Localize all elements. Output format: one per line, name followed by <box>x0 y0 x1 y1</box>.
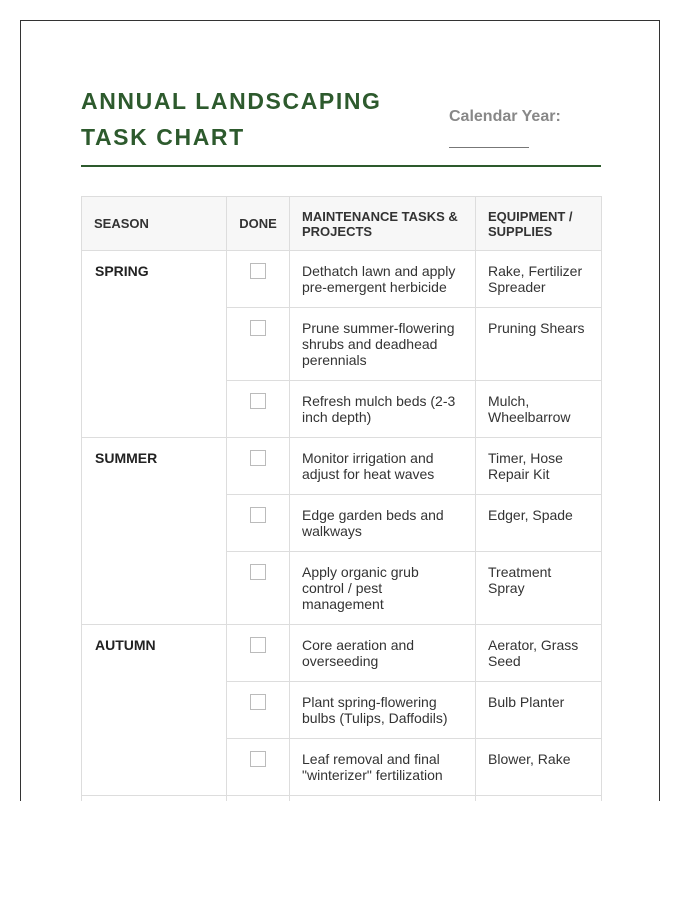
done-checkbox[interactable] <box>250 263 266 279</box>
task-cell: Dethatch lawn and apply pre-emergent herbicide <box>290 251 476 308</box>
done-cell <box>227 438 290 495</box>
done-cell <box>227 308 290 381</box>
equipment-cell: Edger, Spade <box>476 495 602 552</box>
done-checkbox[interactable] <box>250 694 266 710</box>
done-cell <box>227 381 290 438</box>
column-header-done: DONE <box>227 197 290 251</box>
task-cell: Prune summer-flowering shrubs and deadhead perennials <box>290 308 476 381</box>
equipment-cell: Blower, Rake <box>476 739 602 796</box>
task-cell: Edge garden beds and walkways <box>290 495 476 552</box>
column-header-season: SEASON <box>82 197 227 251</box>
done-cell <box>227 682 290 739</box>
done-checkbox[interactable] <box>250 637 266 653</box>
equipment-cell: Bulb Planter <box>476 682 602 739</box>
done-checkbox[interactable] <box>250 564 266 580</box>
table-row <box>82 796 602 802</box>
equipment-cell: Timer, Hose Repair Kit <box>476 438 602 495</box>
done-checkbox[interactable] <box>250 507 266 523</box>
done-checkbox[interactable] <box>250 393 266 409</box>
done-cell <box>227 251 290 308</box>
table-row <box>82 438 602 495</box>
task-cell: Refresh mulch beds (2-3 inch depth) <box>290 381 476 438</box>
task-cell: Core aeration and overseeding <box>290 625 476 682</box>
document-header <box>81 81 601 167</box>
equipment-cell <box>476 796 602 802</box>
done-checkbox[interactable] <box>250 320 266 336</box>
season-label-autumn: AUTUMN <box>82 625 227 796</box>
document-page <box>20 20 660 801</box>
done-cell <box>227 495 290 552</box>
done-checkbox[interactable] <box>250 450 266 466</box>
calendar-year-label: Calendar Year: <box>449 108 561 125</box>
task-cell: Plant spring-flowering bulbs (Tulips, Daffodils) <box>290 682 476 739</box>
page-title: ANNUAL LANDSCAPING TASK CHART <box>81 88 382 150</box>
done-cell <box>227 796 290 802</box>
done-cell <box>227 625 290 682</box>
task-cell <box>290 796 476 802</box>
season-label-spring: SPRING <box>82 251 227 438</box>
equipment-cell: Rake, Fertilizer Spreader <box>476 251 602 308</box>
equipment-cell: Mulch, Wheelbarrow <box>476 381 602 438</box>
table-row <box>82 251 602 308</box>
calendar-year-field[interactable] <box>449 147 529 148</box>
table-row <box>82 625 602 682</box>
equipment-cell: Pruning Shears <box>476 308 602 381</box>
done-cell <box>227 552 290 625</box>
task-cell: Monitor irrigation and adjust for heat waves <box>290 438 476 495</box>
table-header-row <box>82 197 602 251</box>
equipment-cell: Treatment Spray <box>476 552 602 625</box>
task-cell: Leaf removal and final "winterizer" fertilization <box>290 739 476 796</box>
season-label-summer: SUMMER <box>82 438 227 625</box>
done-checkbox[interactable] <box>250 751 266 767</box>
task-table <box>81 196 602 801</box>
task-cell: Apply organic grub control / pest management <box>290 552 476 625</box>
column-header-equipment: EQUIPMENT / SUPPLIES <box>476 197 602 251</box>
equipment-cell: Aerator, Grass Seed <box>476 625 602 682</box>
season-cell-empty <box>82 796 227 802</box>
column-header-tasks: MAINTENANCE TASKS & PROJECTS <box>290 197 476 251</box>
done-cell <box>227 739 290 796</box>
